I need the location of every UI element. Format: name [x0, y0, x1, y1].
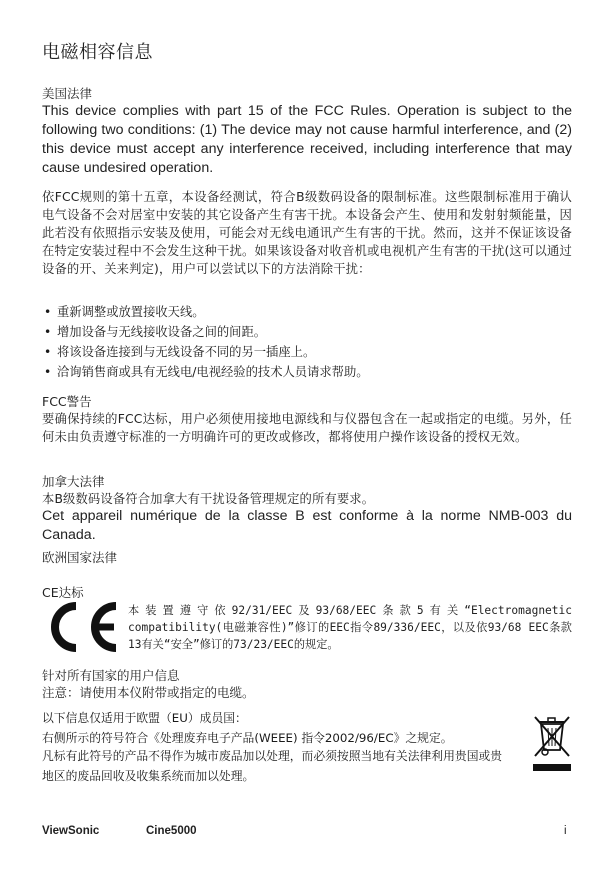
footer-model: Cine5000 [146, 825, 197, 837]
weee-disposal-text: 凡标有此符号的产品不得作为城市废品加以处理，而必须按照当地有关法律利用贵国或贵地区的废品回收及收集系统而加以处理。 [42, 749, 503, 783]
list-item: • 洽询销售商或具有无线电/电视经验的技术人员请求帮助。 [42, 362, 572, 382]
eu-heading: 欧洲国家法律 [42, 550, 118, 565]
weee-symbol-statement: 右侧所示的符号符合《处理废弃电子产品(WEEE) 指令2002/96/EC》之规定。 [42, 731, 453, 745]
fcc-warning-text: 要确保持续的FCC达标，用户必须使用接地电源线和与仪器包含在一起或指定的电缆。另外，任何未由负责遵守标准的一方明确许可的更改或修改，都将使用户操作该设备的授权无效。 [42, 412, 572, 444]
ce-mark-logo [42, 602, 120, 652]
usa-english-text: This device complies with part 15 of the FCC Rules. Operation is subject to the following two conditions: (1) The device may not cause harmful interference, and (2) this device must accept any interference received, including interference that may cause undesired operation. [42, 103, 572, 176]
list-item: • 将该设备连接到与无线设备不同的另一插座上。 [42, 342, 572, 362]
fcc-warning-heading: FCC警告 [42, 394, 92, 409]
footer-page-number: i [564, 825, 567, 837]
usa-bullet-list [42, 302, 572, 382]
ce-heading: CE达标 [42, 585, 84, 600]
list-item: • 增加设备与无线接收设备之间的间距。 [42, 322, 572, 342]
ce-compliance-text: 本装置遵守依92/31/EEC及93/68/EEC条款5有关“Electromagnetic compatibility(电磁兼容性)”修订的EEC指令89/336/EEC，以及依93/68 EEC条款13有关“安全”修订的73/23/EEC的规定。 [128, 604, 572, 651]
list-item: • 重新调整或放置接收天线。 [42, 302, 572, 322]
canada-heading: 加拿大法律 [42, 474, 105, 489]
all-countries-note: 注意：请使用本仪附带或指定的电缆。 [42, 685, 255, 700]
usa-chinese-text: 依FCC规则的第十五章，本设备经测试，符合B级数码设备的限制标准。这些限制标准用于确认电气设备不会对居室中安装的其它设备产生有害干扰。本设备会产生、使用和发射射频能量，因此若没有依照指示安装及使用，可能会对无线电通讯产生有害的干扰。然而，这并不保证该设备在特定安装过程中不会发生这种干扰。如果该设备对收音机或电视机产生有害的干扰(这可以通过设备的开、关来判定)，用户可以尝试以下的方法消除干扰： [42, 190, 572, 276]
crossed-out-wheelie-bin-icon [530, 712, 574, 774]
all-countries-heading: 针对所有国家的用户信息 [42, 668, 180, 683]
usa-heading: 美国法律 [42, 86, 93, 101]
footer-brand: ViewSonic [42, 825, 100, 837]
ce-mark-icon [42, 602, 120, 652]
weee-intro: 以下信息仅适用于欧盟（EU）成员国： [42, 711, 247, 725]
canada-french-text: Cet appareil numérique de la classe B est conforme à la norme NMB-003 du Canada. [42, 508, 572, 543]
page-title: 电磁相容信息 [42, 42, 153, 63]
canada-chinese-text: 本B级数码设备符合加拿大有干扰设备管理规定的所有要求。 [42, 492, 375, 506]
